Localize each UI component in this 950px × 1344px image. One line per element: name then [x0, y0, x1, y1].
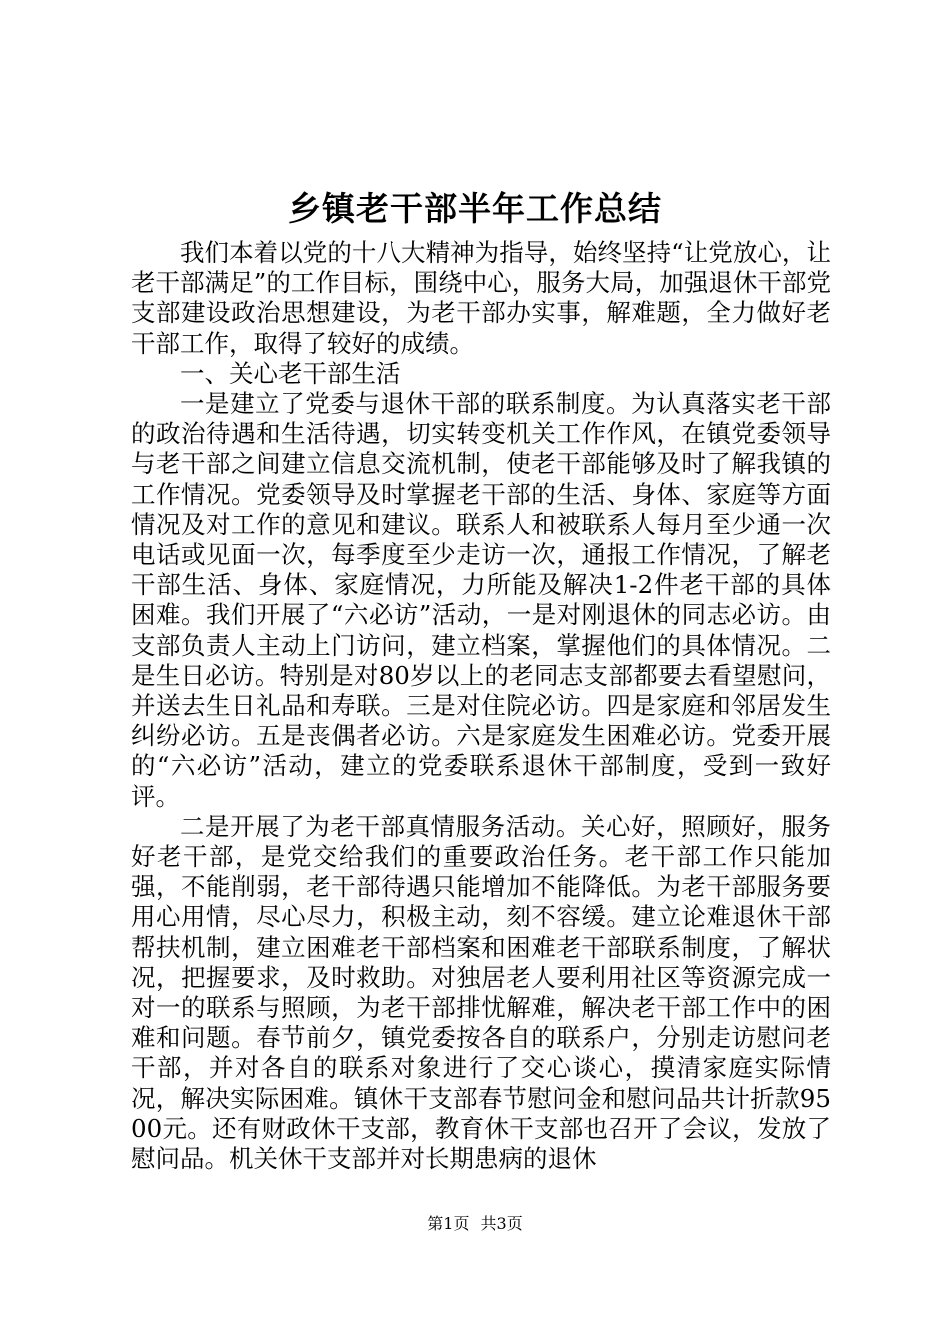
paragraph-service-activity: 二是开展了为老干部真情服务活动。关心好，照顾好，服务好老干部，是党交给我们的重要政治任务。老干部工作只能加强，不能削弱，老干部待遇只能增加不能降低。为老干部服务要用心用情，尽心尽力，积极主动，刻不容缓。建立论难退休干部帮扶机制，建立困难老干部档案和困难老干部联系制度，了解状况，把握要求，及时救助。对独居老人要利用社区等资源完成一对一的联系与照顾，为老干部排忧解难，解决老干部工作中的困难和问题。春节前夕，镇党委按各自的联系户，分别走访慰问老干部，并对各自的联系对象进行了交心谈心，摸清家庭实际情况，解决实际困难。镇休干支部春节慰问金和慰问品共计折款9500元。还有财政休干支部，教育休干支部也召开了会议，发放了慰问品。机关休干支部并对长期患病的退休 [131, 811, 831, 1174]
paragraph-contact-system: 一是建立了党委与退休干部的联系制度。为认真落实老干部的政治待遇和生活待遇，切实转变机关工作作风，在镇党委领导与老干部之间建立信息交流机制，使老干部能够及时了解我镇的工作情况。党委领导及时掌握老干部的生活、身体、家庭等方面情况及对工作的意见和建议。联系人和被联系人每月至少通一次电话或见面一次，每季度至少走访一次，通报工作情况，了解老干部生活、身体、家庭情况，力所能及解决1-2件老干部的具体困难。我们开展了“六必访”活动，一是对刚退休的同志必访。由支部负责人主动上门访问，建立档案，掌握他们的具体情况。二是生日必访。特别是对80岁以上的老同志支部都要去看望慰问，并送去生日礼品和寿联。三是对住院必访。四是家庭和邻居发生纠纷必访。五是丧偶者必访。六是家庭发生困难必访。党委开展的“六必访”活动，建立的党委联系退休干部制度，受到一致好评。 [131, 389, 831, 811]
document-title: 乡镇老干部半年工作总结 [288, 189, 662, 228]
page-footer [0, 1213, 950, 1235]
document-body [131, 238, 831, 1174]
paragraph-intro: 我们本着以党的十八大精神为指导，始终坚持“让党放心，让老干部满足”的工作目标，围绕中心，服务大局，加强退休干部党支部建设政治思想建设，为老干部办实事，解难题，全力做好老干部工作，取得了较好的成绩。 [131, 238, 831, 358]
page-total: 共3页 [480, 1214, 523, 1233]
page-number: 第1页 [427, 1214, 470, 1233]
section-heading: 一、关心老干部生活 [180, 358, 401, 388]
